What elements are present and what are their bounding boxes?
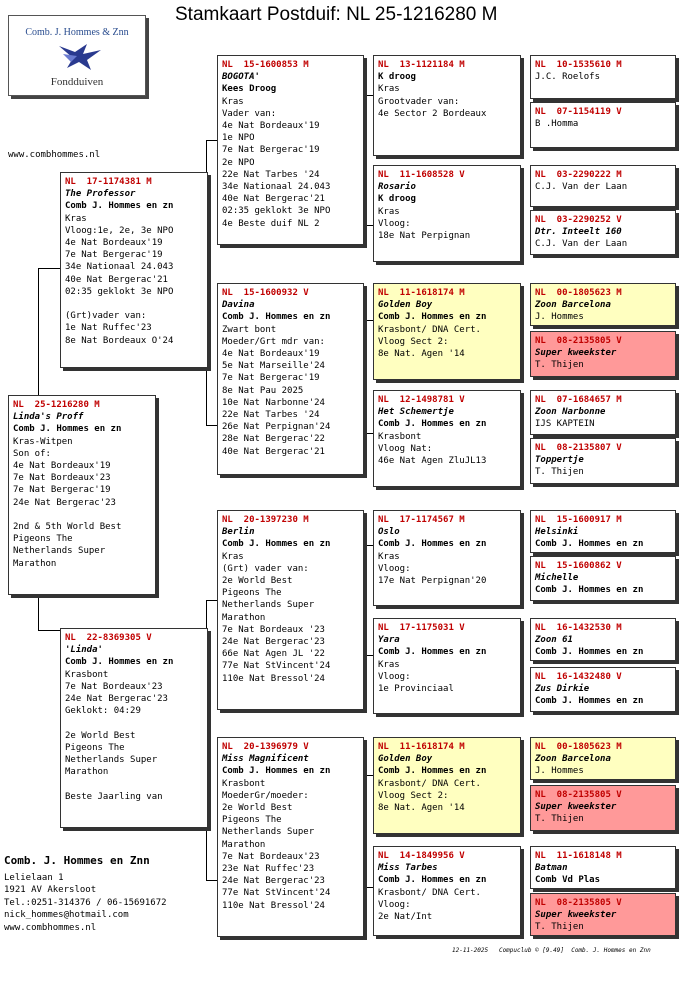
card-line: 7e Nat Bergerac'19	[222, 373, 320, 384]
card-line: Comb J. Hommes en zn	[65, 657, 174, 668]
card-line: Comb J. Hommes en zn	[535, 585, 644, 596]
card-line: 22e Nat Tarbes '24	[222, 169, 320, 180]
page-title: Stamkaart Postduif: NL 25-1216280 M	[175, 4, 498, 25]
pigeon-card[interactable]	[530, 331, 676, 377]
card-line: 7e Nat Bordeaux'23	[222, 851, 320, 862]
card-line: 28e Nat Bergerac'22	[222, 434, 325, 445]
card-line: Marathon	[65, 767, 109, 778]
owner-email[interactable]: nick_hommes@hotmail.com	[4, 910, 129, 920]
card-line: Comb J. Hommes en zn	[535, 696, 644, 707]
card-line: 17e Nat Perpignan'20	[378, 576, 487, 587]
card-line: Kees Droog	[222, 84, 277, 95]
card-line: 34e Nationaal 24.043	[222, 182, 331, 193]
ring-number: NL 14-1849956 V	[378, 851, 465, 861]
card-line: J.C. Roelofs	[535, 72, 601, 83]
pigeon-card[interactable]	[373, 55, 521, 156]
ring-number: NL 16-1432530 M	[535, 623, 622, 633]
card-line: 4e Beste duif NL 2	[222, 218, 320, 229]
card-line: 7e Nat Bergerac'19	[65, 250, 163, 261]
pigeon-name: Super kweekster	[535, 348, 617, 359]
pigeon-name: Davina	[222, 300, 255, 311]
card-line: (Grt) vader van:	[222, 563, 309, 574]
owner-website[interactable]: www.combhommes.nl	[4, 922, 97, 933]
ring-number: NL 08-2135805 V	[535, 898, 622, 908]
card-line: 18e Nat Perpignan	[378, 231, 471, 242]
card-line: Krasbont/ DNA Cert.	[378, 778, 481, 789]
pigeon-name: Zoon Barcelona	[535, 754, 611, 765]
pigeon-card[interactable]	[530, 102, 676, 148]
card-line: Comb J. Hommes en zn	[378, 766, 487, 777]
pigeon-name: Oslo	[378, 527, 400, 538]
pigeon-card[interactable]	[217, 510, 364, 710]
connector	[38, 630, 62, 631]
card-line: Pigeons The	[222, 588, 282, 599]
card-line: Son of:	[13, 448, 51, 459]
card-line: Kras	[222, 551, 244, 562]
logo	[8, 15, 146, 96]
card-line: 40e Nat Bergerac'21	[65, 274, 168, 285]
ring-number: NL 20-1397230 M	[222, 515, 309, 525]
card-line: Vader van:	[222, 108, 277, 119]
card-line: MoederGr/moeder:	[222, 790, 309, 801]
website-link[interactable]: www.combhommes.nl	[8, 150, 101, 160]
owner-name: Comb. J. Hommes en Znn	[4, 854, 150, 867]
pigeon-name: Berlin	[222, 527, 255, 538]
pigeon-logo-icon	[57, 40, 105, 74]
card-line: Kras	[378, 659, 400, 670]
ring-number: NL 15-1600853 M	[222, 60, 309, 70]
connector	[364, 775, 365, 887]
pigeon-name: Zoon Narbonne	[535, 407, 606, 418]
pigeon-name: Zus Dirkie	[535, 684, 590, 695]
pigeon-card[interactable]	[530, 283, 676, 326]
ring-number: NL 08-2135807 V	[535, 443, 622, 453]
card-line: 7e Nat Bergerac'19	[222, 145, 320, 156]
pigeon-card[interactable]	[217, 737, 364, 937]
connector	[38, 268, 62, 269]
card-line: 26e Nat Perpignan'24	[222, 422, 331, 433]
card-line: Vloog:	[378, 671, 411, 682]
card-line: Vloog:1e, 2e, 3e NPO	[65, 225, 174, 236]
card-line: Netherlands Super	[13, 546, 106, 557]
card-line: 7e Nat Bordeaux'23	[65, 681, 163, 692]
card-line: T. Thijen	[535, 467, 584, 478]
card-line: Vloog Sect 2:	[378, 336, 449, 347]
pigeon-card[interactable]	[373, 283, 521, 380]
card-line: 1e Nat Ruffec'23	[65, 323, 152, 334]
card-line: Geklokt: 04:29	[65, 706, 141, 717]
card-line: Comb J. Hommes en zn	[535, 647, 644, 658]
card-line	[65, 717, 203, 729]
card-line: C.J. Van der Laan	[535, 182, 628, 193]
ring-number: NL 15-1600932 V	[222, 288, 309, 298]
card-line: C.J. Van der Laan	[535, 239, 628, 250]
card-line: 7e Nat Bordeaux '23	[222, 624, 325, 635]
card-line: 1e NPO	[222, 133, 255, 144]
card-line: Beste Jaarling van	[65, 791, 163, 802]
card-line: Kras	[222, 96, 244, 107]
ring-number: NL 03-2290252 V	[535, 215, 622, 225]
card-line: 02:35 geklokt 3e NPO	[222, 206, 331, 217]
pigeon-name: Miss Magnificent	[222, 754, 309, 765]
pigeon-name: Helsinki	[535, 527, 579, 538]
ring-number: NL 00-1805623 M	[535, 742, 622, 752]
connector	[38, 594, 39, 630]
card-line: B .Homma	[535, 119, 579, 130]
card-line: Pigeons The	[222, 815, 282, 826]
ring-number: NL 08-2135805 V	[535, 790, 622, 800]
card-line: 46e Nat Agen ZluJL13	[378, 456, 487, 467]
pigeon-card[interactable]	[373, 390, 521, 487]
card-line: Zwart bont	[222, 324, 277, 335]
ring-number: NL 11-1608528 V	[378, 170, 465, 180]
card-line: J. Hommes	[535, 766, 584, 777]
ring-number: NL 11-1618148 M	[535, 851, 622, 861]
card-line: T. Thijen	[535, 360, 584, 371]
ring-number: NL 25-1216280 M	[13, 400, 100, 410]
card-line: Comb Vd Plas	[535, 875, 601, 886]
ring-number: NL 20-1396979 V	[222, 742, 309, 752]
pigeon-card[interactable]	[530, 55, 676, 99]
pigeon-card[interactable]	[60, 172, 208, 368]
card-line: Comb J. Hommes en zn	[378, 539, 487, 550]
card-line: 40e Nat Bergerac'21	[222, 446, 325, 457]
pigeon-card[interactable]	[530, 390, 676, 435]
card-line: Moeder/Grt mdr van:	[222, 336, 325, 347]
pigeon-name: Linda's Proff	[13, 412, 84, 423]
pigeon-card[interactable]	[373, 510, 521, 606]
pigeon-name: Super kweekster	[535, 910, 617, 921]
card-line: Kras	[378, 206, 400, 217]
ring-number: NL 11-1618174 M	[378, 742, 465, 752]
card-line: K droog	[378, 194, 416, 205]
card-line: Pigeons The	[65, 742, 125, 753]
card-line: 02:35 geklokt 3e NPO	[65, 286, 174, 297]
card-line: 8e Nat. Agen '14	[378, 803, 465, 814]
connector	[364, 545, 365, 655]
pigeon-name: Het Schemertje	[378, 407, 454, 418]
ring-number: NL 12-1498781 V	[378, 395, 465, 405]
connector	[364, 320, 365, 433]
card-line: 24e Nat Bergerac'23	[222, 876, 325, 887]
card-line: Vloog:	[378, 899, 411, 910]
card-line: J. Hommes	[535, 312, 584, 323]
logo-bottom-text: Fondduiven	[50, 76, 104, 88]
card-line: 4e Nat Bordeaux'19	[13, 461, 111, 472]
ring-number: NL 17-1174381 M	[65, 177, 152, 187]
card-line: 77e Nat StVincent'24	[222, 888, 331, 899]
card-line: Comb J. Hommes en zn	[13, 424, 122, 435]
card-line: Krasbont	[65, 669, 109, 680]
owner-city: 1921 AV Akersloot	[4, 885, 97, 895]
owner-info	[4, 855, 167, 934]
pigeon-name: BOGOTA'	[222, 72, 260, 83]
pigeon-card[interactable]	[530, 165, 676, 207]
card-line: Kras	[65, 213, 87, 224]
connector	[364, 95, 365, 225]
card-line: 5e Nat Marseille'24	[222, 361, 325, 372]
pigeon-card[interactable]	[530, 210, 676, 255]
card-line: Kras	[378, 551, 400, 562]
ring-number: NL 15-1600917 M	[535, 515, 622, 525]
ring-number: NL 00-1805623 M	[535, 288, 622, 298]
ring-number: NL 07-1154119 V	[535, 107, 622, 117]
pigeon-card[interactable]	[8, 395, 156, 595]
card-line: 24e Nat Bergerac'23	[65, 694, 168, 705]
pigeon-card[interactable]	[530, 893, 676, 936]
card-line: Comb J. Hommes en zn	[378, 419, 487, 430]
ring-number: NL 13-1121184 M	[378, 60, 465, 70]
ring-number: NL 10-1535610 M	[535, 60, 622, 70]
pigeon-name: Zoon Barcelona	[535, 300, 611, 311]
ring-number: NL 17-1175031 V	[378, 623, 465, 633]
pigeon-name: Zoon 61	[535, 635, 573, 646]
pigeon-name: Batman	[535, 863, 568, 874]
owner-phone: Tel.:0251-314376 / 06-15691672	[4, 897, 167, 908]
pigeon-name: Yara	[378, 635, 400, 646]
card-line: Krasbont/ DNA Cert.	[378, 324, 481, 335]
card-line: Kras	[378, 84, 400, 95]
card-line: Comb J. Hommes en zn	[378, 647, 487, 658]
card-line: 110e Nat Bressol'24	[222, 673, 325, 684]
card-line: 2e NPO	[222, 157, 255, 168]
ring-number: NL 22-8369305 V	[65, 633, 152, 643]
pigeon-card[interactable]	[217, 283, 364, 475]
card-line: 110e Nat Bressol'24	[222, 900, 325, 911]
pigeon-card[interactable]	[217, 55, 364, 245]
ring-number: NL 03-2290222 M	[535, 170, 622, 180]
pigeon-card[interactable]	[60, 628, 208, 828]
ring-number: NL 17-1174567 M	[378, 515, 465, 525]
pigeon-card[interactable]	[530, 846, 676, 889]
card-line: Comb J. Hommes en zn	[378, 312, 487, 323]
card-line: Vloog Nat:	[378, 443, 433, 454]
ring-number: NL 08-2135805 V	[535, 336, 622, 346]
card-line: Netherlands Super	[65, 755, 158, 766]
card-line: Krasbont	[222, 778, 266, 789]
card-line: Krasbont/ DNA Cert.	[378, 887, 481, 898]
card-line: Marathon	[222, 839, 266, 850]
card-line: 24e Nat Bergerac'23	[222, 637, 325, 648]
pigeon-name: Rosario	[378, 182, 416, 193]
pigeon-name: Super kweekster	[535, 802, 617, 813]
pigeon-card[interactable]	[530, 667, 676, 712]
card-line: 2e World Best	[65, 730, 136, 741]
card-line: Comb J. Hommes en zn	[222, 766, 331, 777]
pigeon-card[interactable]	[530, 438, 676, 484]
pigeon-name: The Professor	[65, 189, 136, 200]
card-line: Krasbont	[378, 431, 422, 442]
card-line: Comb J. Hommes en zn	[222, 312, 331, 323]
pigeon-card[interactable]	[530, 556, 676, 601]
card-line: 2nd & 5th World Best	[13, 522, 122, 533]
pigeon-card[interactable]	[530, 785, 676, 831]
card-line	[65, 298, 203, 310]
card-line: Comb J. Hommes en zn	[222, 539, 331, 550]
card-line: Comb J. Hommes en zn	[378, 875, 487, 886]
pigeon-card[interactable]	[530, 737, 676, 780]
card-line: 66e Nat Agen JL '22	[222, 649, 325, 660]
card-line: Marathon	[13, 558, 57, 569]
card-line: 2e World Best	[222, 803, 293, 814]
card-line: Comb J. Hommes en zn	[65, 201, 174, 212]
card-line: 40e Nat Bergerac'21	[222, 194, 325, 205]
card-line: T. Thijen	[535, 814, 584, 825]
pigeon-card[interactable]	[373, 165, 521, 262]
logo-top-text: Comb. J. Hommes & Znn	[25, 27, 129, 38]
pigeon-name: Golden Boy	[378, 300, 433, 311]
card-line: Vloog:	[378, 563, 411, 574]
card-line: (Grt)vader van:	[65, 311, 147, 322]
card-line: 7e Nat Bergerac'19	[13, 485, 111, 496]
card-line: T. Thijen	[535, 922, 584, 933]
pigeon-name: Miss Tarbes	[378, 863, 438, 874]
card-line: 4e Nat Bordeaux'19	[222, 121, 320, 132]
card-line: Vloog Sect 2:	[378, 790, 449, 801]
card-line: Netherlands Super	[222, 600, 315, 611]
card-line: Marathon	[222, 612, 266, 623]
card-line: 23e Nat Ruffec'23	[222, 864, 315, 875]
ring-number: NL 07-1684657 M	[535, 395, 622, 405]
card-line	[13, 509, 151, 521]
card-line: 8e Nat Pau 2025	[222, 385, 304, 396]
ring-number: NL 11-1618174 M	[378, 288, 465, 298]
card-line: 2e Nat/Int	[378, 912, 433, 923]
card-line: 4e Sector 2 Bordeaux	[378, 108, 487, 119]
card-line: 24e Nat Bergerac'23	[13, 497, 116, 508]
card-line: 10e Nat Narbonne'24	[222, 397, 325, 408]
card-line: Kras-Witpen	[13, 436, 73, 447]
card-line: K droog	[378, 72, 416, 83]
pigeon-card[interactable]	[530, 618, 676, 661]
card-line: 1e Provinciaal	[378, 684, 454, 695]
card-line: 4e Nat Bordeaux'19	[65, 238, 163, 249]
pigeon-name: Toppertje	[535, 455, 584, 466]
card-line: 34e Nationaal 24.043	[65, 262, 174, 273]
owner-address: Lelielaan 1	[4, 872, 64, 883]
pigeon-card[interactable]	[530, 510, 676, 553]
card-line: Netherlands Super	[222, 827, 315, 838]
ring-number: NL 16-1432480 V	[535, 672, 622, 682]
card-line: 77e Nat StVincent'24	[222, 661, 331, 672]
connector	[38, 268, 39, 396]
card-line: 8e Nat. Agen '14	[378, 349, 465, 360]
card-line: IJS KAPTEIN	[535, 419, 595, 430]
pigeon-name: Golden Boy	[378, 754, 433, 765]
card-line	[65, 778, 203, 790]
card-line: 7e Nat Bordeaux'23	[13, 473, 111, 484]
pigeon-card[interactable]	[373, 618, 521, 714]
card-line: Pigeons The	[13, 534, 73, 545]
card-line: Vloog:	[378, 218, 411, 229]
pigeon-name: 'Linda'	[65, 645, 103, 656]
card-line: 2e World Best	[222, 576, 293, 587]
card-line: 4e Nat Bordeaux'19	[222, 349, 320, 360]
pigeon-name: Dtr. Inteelt 160	[535, 227, 622, 238]
pigeon-card[interactable]	[373, 737, 521, 834]
card-line: 8e Nat Bordeaux O'24	[65, 335, 174, 346]
card-line: 22e Nat Tarbes '24	[222, 410, 320, 421]
pigeon-name: Michelle	[535, 573, 579, 584]
card-line: Comb J. Hommes en zn	[535, 539, 644, 550]
ring-number: NL 15-1600862 V	[535, 561, 622, 571]
footer-text: 12-11-2025 Compuclub © [9.49] Comb. J. Hommes en Znn	[452, 947, 651, 954]
pigeon-card[interactable]	[373, 846, 521, 936]
card-line: Grootvader van:	[378, 96, 460, 107]
